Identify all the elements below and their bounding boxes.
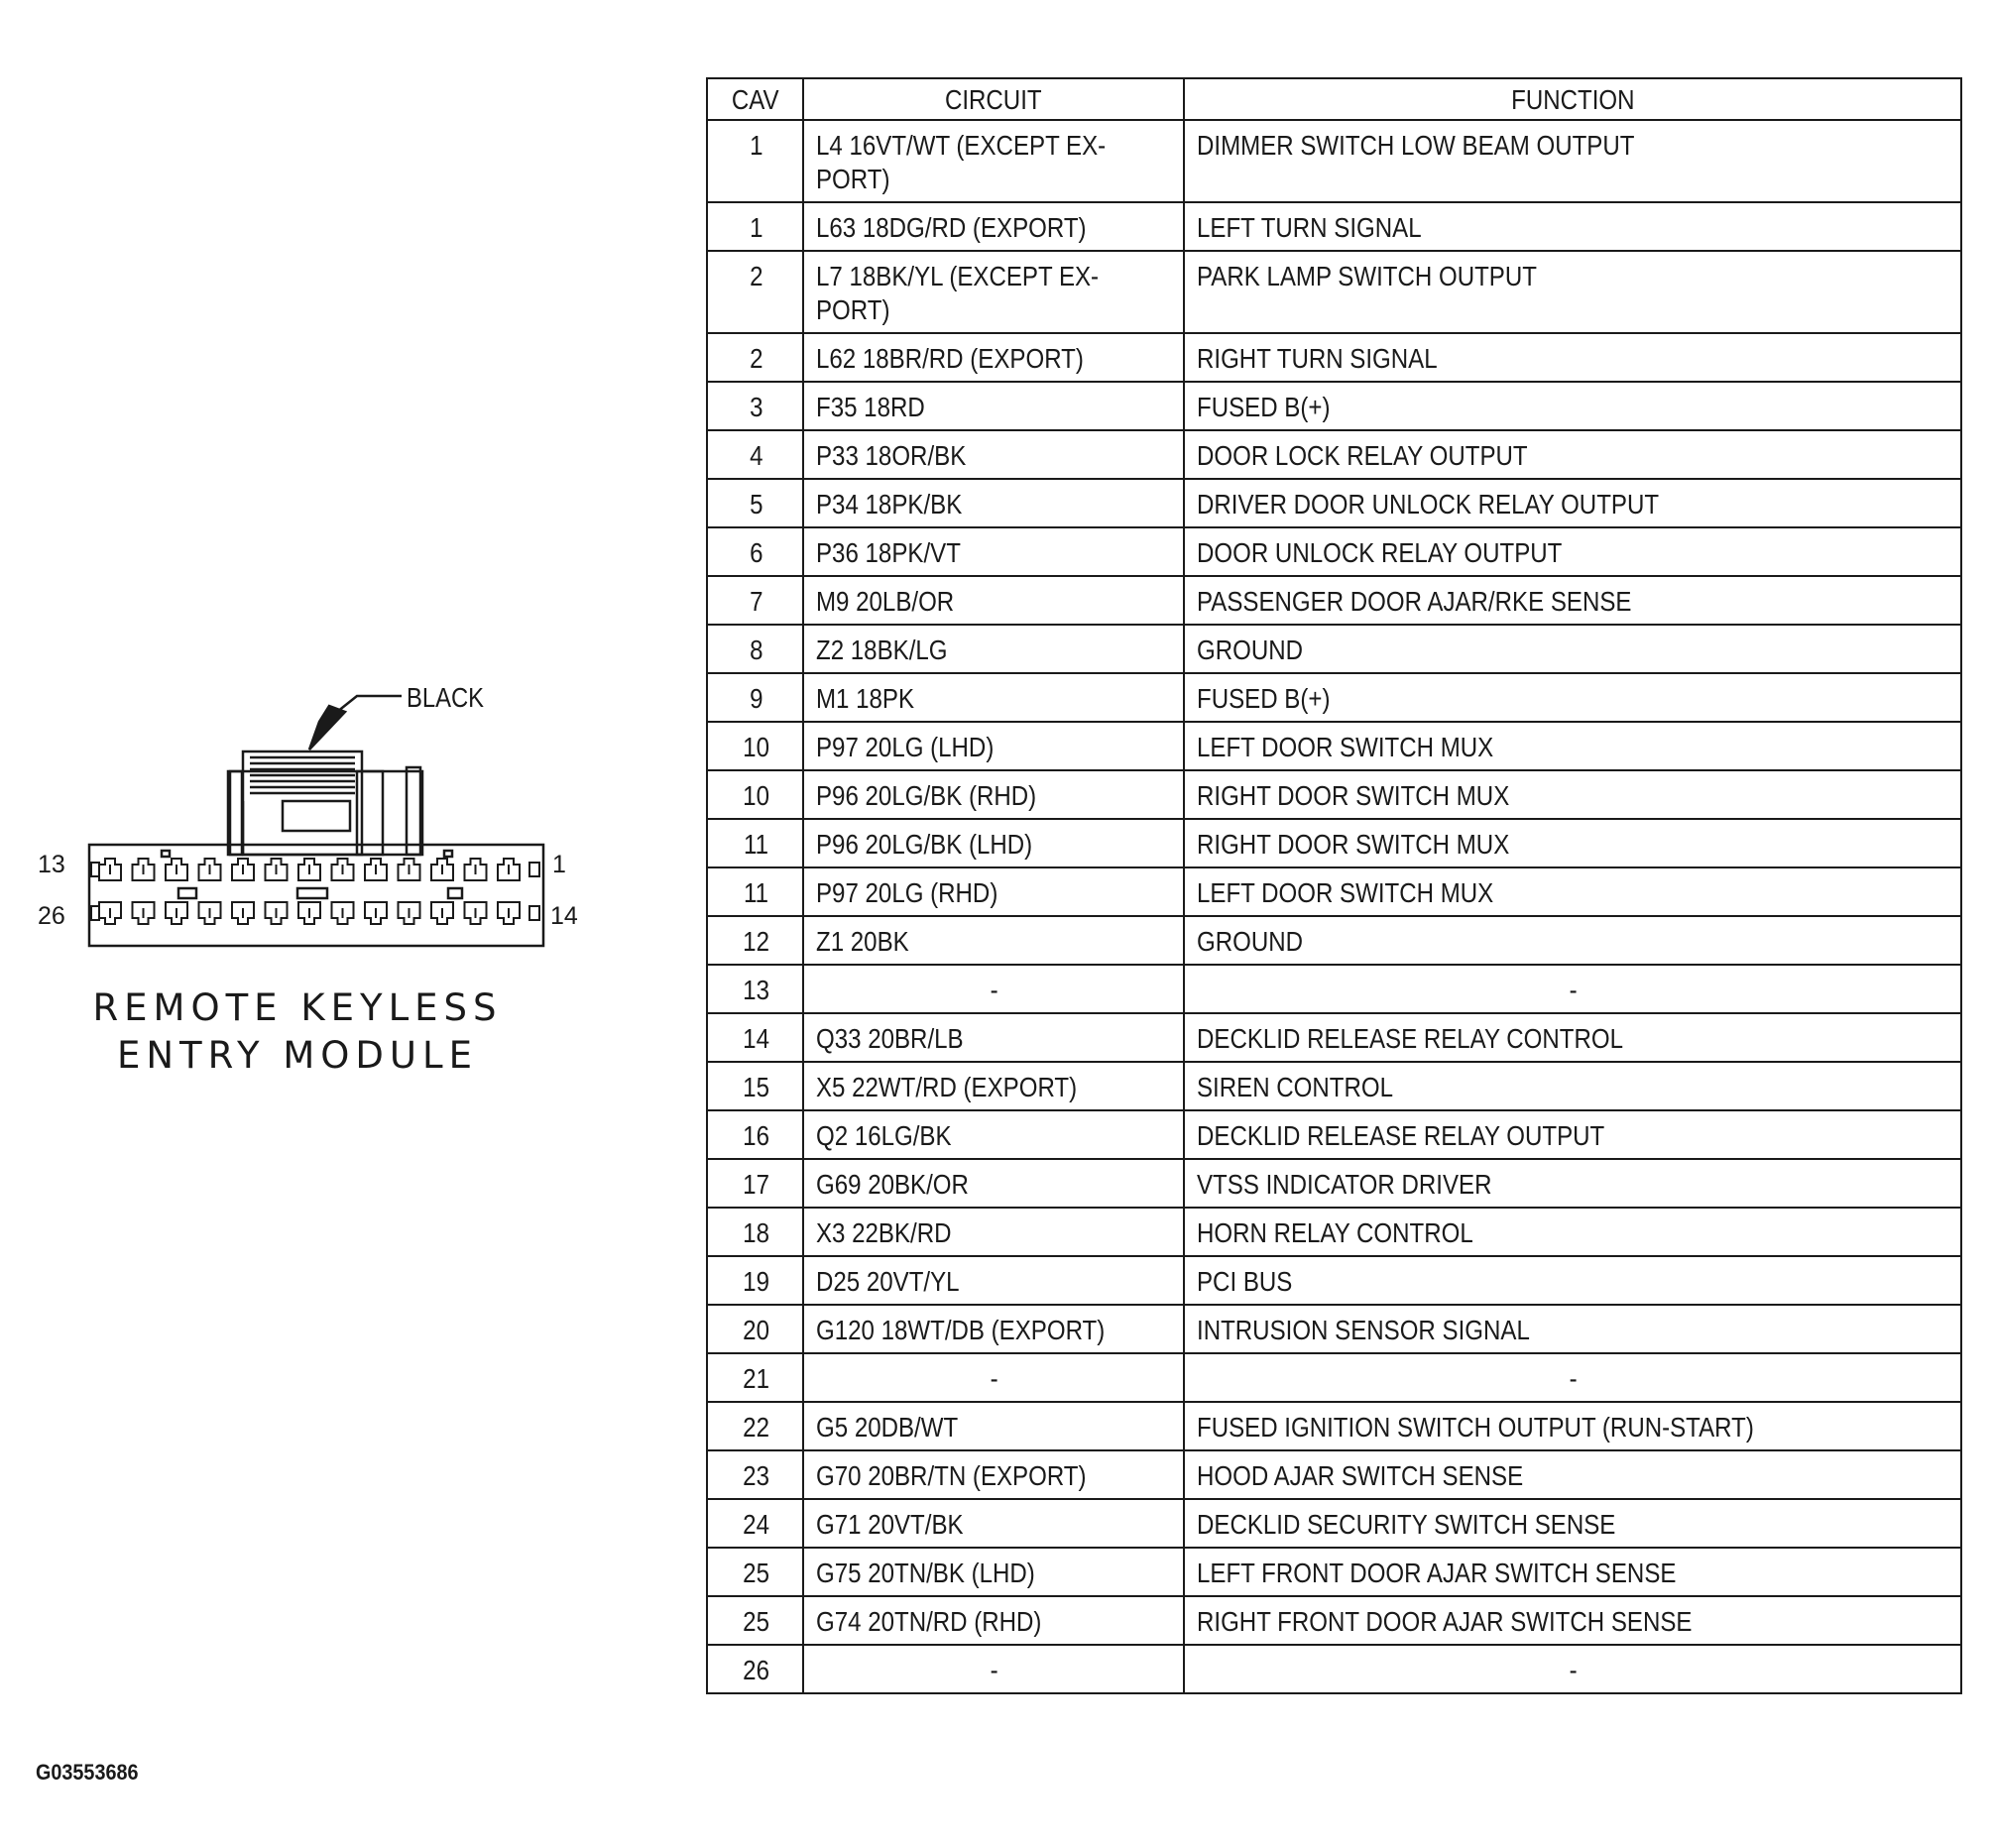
function-cell: FUSED IGNITION SWITCH OUTPUT (RUN-START) bbox=[1184, 1402, 1961, 1450]
function-cell: DOOR UNLOCK RELAY OUTPUT bbox=[1184, 527, 1961, 576]
cav-cell: 17 bbox=[707, 1159, 803, 1208]
cav-cell: 11 bbox=[707, 819, 803, 867]
circuit-cell: - bbox=[803, 1353, 1184, 1402]
table-row bbox=[707, 1256, 1961, 1305]
circuit-cell: M9 20LB/OR bbox=[803, 576, 1184, 625]
table-row bbox=[707, 576, 1961, 625]
table-row bbox=[707, 867, 1961, 916]
cav-cell: 8 bbox=[707, 625, 803, 673]
circuit-cell: Q33 20BR/LB bbox=[803, 1013, 1184, 1062]
function-cell: VTSS INDICATOR DRIVER bbox=[1184, 1159, 1961, 1208]
function-cell: FUSED B(+) bbox=[1184, 382, 1961, 430]
header-circuit: CIRCUIT bbox=[803, 78, 1184, 120]
cav-cell: 25 bbox=[707, 1596, 803, 1645]
circuit-cell: D25 20VT/YL bbox=[803, 1256, 1184, 1305]
table-row bbox=[707, 120, 1961, 202]
cav-cell: 22 bbox=[707, 1402, 803, 1450]
header-cav: CAV bbox=[707, 78, 803, 120]
table-row bbox=[707, 1499, 1961, 1548]
function-cell: INTRUSION SENSOR SIGNAL bbox=[1184, 1305, 1961, 1353]
end-cavity bbox=[91, 863, 99, 876]
circuit-cell: P33 18OR/BK bbox=[803, 430, 1184, 479]
table-row bbox=[707, 673, 1961, 722]
cav-cell: 19 bbox=[707, 1256, 803, 1305]
function-cell: GROUND bbox=[1184, 916, 1961, 965]
table-row bbox=[707, 770, 1961, 819]
table-row bbox=[707, 479, 1961, 527]
table-row bbox=[707, 382, 1961, 430]
table-row bbox=[707, 722, 1961, 770]
cav-cell: 14 bbox=[707, 1013, 803, 1062]
circuit-cell: M1 18PK bbox=[803, 673, 1184, 722]
cav-cell: 2 bbox=[707, 333, 803, 382]
table-row bbox=[707, 1062, 1961, 1110]
function-cell: DECKLID RELEASE RELAY CONTROL bbox=[1184, 1013, 1961, 1062]
circuit-cell: G70 20BR/TN (EXPORT) bbox=[803, 1450, 1184, 1499]
circuit-cell: P97 20LG (RHD) bbox=[803, 867, 1184, 916]
circuit-cell: G5 20DB/WT bbox=[803, 1402, 1184, 1450]
cav-cell: 26 bbox=[707, 1645, 803, 1693]
cav-cell: 6 bbox=[707, 527, 803, 576]
function-cell: RIGHT TURN SIGNAL bbox=[1184, 333, 1961, 382]
cav-cell: 15 bbox=[707, 1062, 803, 1110]
function-cell: RIGHT FRONT DOOR AJAR SWITCH SENSE bbox=[1184, 1596, 1961, 1645]
cav-cell: 2 bbox=[707, 251, 803, 333]
circuit-cell: P96 20LG/BK (LHD) bbox=[803, 819, 1184, 867]
cav-cell: 12 bbox=[707, 916, 803, 965]
function-cell: - bbox=[1184, 1353, 1961, 1402]
function-cell: GROUND bbox=[1184, 625, 1961, 673]
pin-label-26: 26 bbox=[38, 902, 65, 930]
cav-cell: 4 bbox=[707, 430, 803, 479]
function-cell: DECKLID RELEASE RELAY OUTPUT bbox=[1184, 1110, 1961, 1159]
table-row bbox=[707, 1596, 1961, 1645]
cav-cell: 1 bbox=[707, 202, 803, 251]
cav-cell: 21 bbox=[707, 1353, 803, 1402]
function-cell: LEFT DOOR SWITCH MUX bbox=[1184, 867, 1961, 916]
cav-cell: 9 bbox=[707, 673, 803, 722]
function-cell: LEFT TURN SIGNAL bbox=[1184, 202, 1961, 251]
table-row bbox=[707, 1305, 1961, 1353]
cav-cell: 24 bbox=[707, 1499, 803, 1548]
cav-cell: 23 bbox=[707, 1450, 803, 1499]
function-cell: DIMMER SWITCH LOW BEAM OUTPUT bbox=[1184, 120, 1961, 202]
function-cell: LEFT DOOR SWITCH MUX bbox=[1184, 722, 1961, 770]
cav-cell: 18 bbox=[707, 1208, 803, 1256]
function-cell: RIGHT DOOR SWITCH MUX bbox=[1184, 770, 1961, 819]
circuit-cell: G69 20BK/OR bbox=[803, 1159, 1184, 1208]
table-row bbox=[707, 1548, 1961, 1596]
circuit-cell: L7 18BK/YL (EXCEPT EX-PORT) bbox=[803, 251, 1184, 333]
circuit-cell: X5 22WT/RD (EXPORT) bbox=[803, 1062, 1184, 1110]
circuit-cell: L4 16VT/WT (EXCEPT EX-PORT) bbox=[803, 120, 1184, 202]
circuit-cell: G74 20TN/RD (RHD) bbox=[803, 1596, 1184, 1645]
pin-label-1: 1 bbox=[552, 851, 566, 878]
function-cell: RIGHT DOOR SWITCH MUX bbox=[1184, 819, 1961, 867]
connector-color-label: BLACK bbox=[407, 682, 485, 713]
table-row bbox=[707, 333, 1961, 382]
cav-cell: 1 bbox=[707, 120, 803, 202]
end-cavity bbox=[91, 906, 99, 920]
table-row bbox=[707, 430, 1961, 479]
function-cell: PARK LAMP SWITCH OUTPUT bbox=[1184, 251, 1961, 333]
table-header-row bbox=[707, 78, 1961, 120]
pin-label-13: 13 bbox=[38, 851, 65, 878]
table-row bbox=[707, 819, 1961, 867]
function-cell: SIREN CONTROL bbox=[1184, 1062, 1961, 1110]
function-cell: DOOR LOCK RELAY OUTPUT bbox=[1184, 430, 1961, 479]
function-cell: FUSED B(+) bbox=[1184, 673, 1961, 722]
circuit-cell: F35 18RD bbox=[803, 382, 1184, 430]
table-row bbox=[707, 1353, 1961, 1402]
function-cell: - bbox=[1184, 965, 1961, 1013]
table-row bbox=[707, 1013, 1961, 1062]
circuit-cell: Z2 18BK/LG bbox=[803, 625, 1184, 673]
circuit-cell: P36 18PK/VT bbox=[803, 527, 1184, 576]
circuit-cell: G120 18WT/DB (EXPORT) bbox=[803, 1305, 1184, 1353]
circuit-cell: L63 18DG/RD (EXPORT) bbox=[803, 202, 1184, 251]
function-cell: HOOD AJAR SWITCH SENSE bbox=[1184, 1450, 1961, 1499]
end-cavity bbox=[529, 863, 539, 876]
circuit-cell: Q2 16LG/BK bbox=[803, 1110, 1184, 1159]
pin-table bbox=[706, 77, 1962, 1694]
figure-id: G03553686 bbox=[36, 1760, 139, 1785]
header-function: FUNCTION bbox=[1184, 78, 1961, 120]
cav-cell: 10 bbox=[707, 722, 803, 770]
table-row bbox=[707, 1208, 1961, 1256]
function-cell: PASSENGER DOOR AJAR/RKE SENSE bbox=[1184, 576, 1961, 625]
table-row bbox=[707, 625, 1961, 673]
circuit-cell: G75 20TN/BK (LHD) bbox=[803, 1548, 1184, 1596]
connector-drawing bbox=[0, 635, 615, 952]
table-row bbox=[707, 1450, 1961, 1499]
module-name-line1: REMOTE KEYLESS bbox=[92, 986, 503, 1029]
table-row bbox=[707, 1159, 1961, 1208]
pin-label-14: 14 bbox=[550, 902, 578, 930]
cav-cell: 13 bbox=[707, 965, 803, 1013]
cav-cell: 3 bbox=[707, 382, 803, 430]
circuit-cell: - bbox=[803, 1645, 1184, 1693]
table-row bbox=[707, 1645, 1961, 1693]
cav-cell: 7 bbox=[707, 576, 803, 625]
table-row bbox=[707, 1402, 1961, 1450]
function-cell: DRIVER DOOR UNLOCK RELAY OUTPUT bbox=[1184, 479, 1961, 527]
circuit-cell: X3 22BK/RD bbox=[803, 1208, 1184, 1256]
circuit-cell: - bbox=[803, 965, 1184, 1013]
cav-cell: 16 bbox=[707, 1110, 803, 1159]
end-cavity bbox=[529, 906, 539, 920]
table-row bbox=[707, 916, 1961, 965]
cav-cell: 11 bbox=[707, 867, 803, 916]
cav-cell: 5 bbox=[707, 479, 803, 527]
circuit-cell: Z1 20BK bbox=[803, 916, 1184, 965]
cav-cell: 20 bbox=[707, 1305, 803, 1353]
table-row bbox=[707, 965, 1961, 1013]
circuit-cell: P97 20LG (LHD) bbox=[803, 722, 1184, 770]
function-cell: HORN RELAY CONTROL bbox=[1184, 1208, 1961, 1256]
circuit-cell: G71 20VT/BK bbox=[803, 1499, 1184, 1548]
circuit-cell: P34 18PK/BK bbox=[803, 479, 1184, 527]
table-row bbox=[707, 202, 1961, 251]
circuit-cell: P96 20LG/BK (RHD) bbox=[803, 770, 1184, 819]
function-cell: DECKLID SECURITY SWITCH SENSE bbox=[1184, 1499, 1961, 1548]
table-row bbox=[707, 527, 1961, 576]
circuit-cell: L62 18BR/RD (EXPORT) bbox=[803, 333, 1184, 382]
cav-cell: 10 bbox=[707, 770, 803, 819]
table-row bbox=[707, 1110, 1961, 1159]
table-row bbox=[707, 251, 1961, 333]
function-cell: - bbox=[1184, 1645, 1961, 1693]
function-cell: LEFT FRONT DOOR AJAR SWITCH SENSE bbox=[1184, 1548, 1961, 1596]
module-name-line2: ENTRY MODULE bbox=[117, 1034, 478, 1077]
cav-cell: 25 bbox=[707, 1548, 803, 1596]
function-cell: PCI BUS bbox=[1184, 1256, 1961, 1305]
